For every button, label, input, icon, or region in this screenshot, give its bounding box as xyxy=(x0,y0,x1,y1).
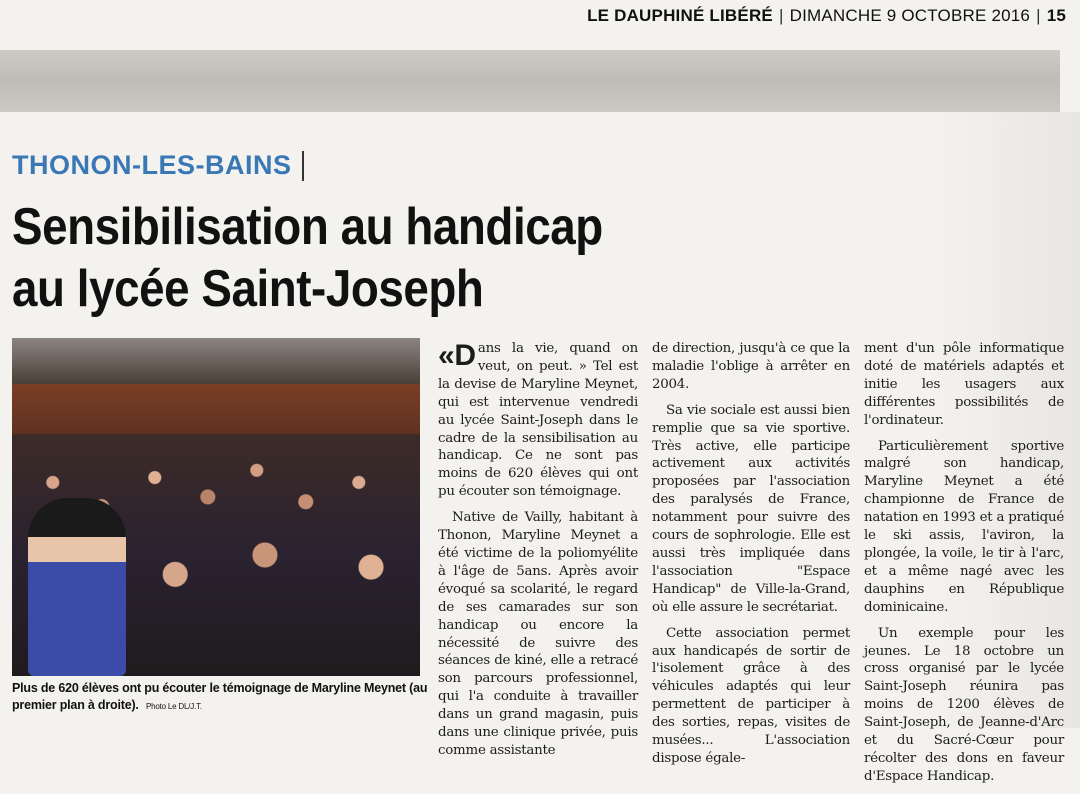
masthead-separator: | xyxy=(1036,6,1041,25)
section-divider xyxy=(302,151,304,181)
masthead-separator: | xyxy=(778,6,784,25)
article-column-1 xyxy=(438,340,638,768)
photo-caption xyxy=(12,680,432,715)
paragraph: de direction, jusqu'à ce que la maladie l'oblige à arrêter en 2004. xyxy=(652,341,850,392)
newspaper-name: LE DAUPHINÉ LIBÉRÉ xyxy=(587,6,773,25)
photo-credit: Photo Le DL/J.T. xyxy=(145,702,202,711)
drop-cap: «D xyxy=(438,339,476,372)
article-headline xyxy=(12,196,628,320)
page-number: 15 xyxy=(1046,6,1066,25)
headline-line-1: Sensibilisation au handicap xyxy=(12,198,603,256)
paragraph-text: ans la vie, quand on veut, on peut. » Tel est la devise de Maryline Meynet, qui est intervenue vendredi au lycée Saint-Joseph dans le cadre de la sensibilisation au handicap. Ce ne sont pas moins de 620 élèves qui ont pu écouter son témoignage. xyxy=(438,341,638,500)
article-photo xyxy=(12,338,420,676)
photo-speaker xyxy=(28,498,126,676)
photo-ceiling xyxy=(12,338,420,384)
section-label xyxy=(12,150,304,181)
headline-line-2: au lycée Saint-Joseph xyxy=(12,260,484,318)
header-band xyxy=(0,50,1060,112)
paragraph: ment d'un pôle informatique doté de matériels adaptés et initie les usagers aux différentes possibilités de l'ordinateur. xyxy=(864,341,1064,428)
article-column-2 xyxy=(652,340,850,776)
paragraph: Cette association permet aux handicapés de sortir de l'isolement grâce à des véhicules adaptés qui leur permettent de participer à des sorties, repas, visites de musées... L'association dispose égale- xyxy=(652,625,850,766)
caption-text: Plus de 620 élèves ont pu écouter le témoignage de Maryline Meynet (au premier plan à droite). xyxy=(12,681,428,712)
article-column-3 xyxy=(864,340,1064,794)
paragraph: Native de Vailly, habitant à Thonon, Maryline Meynet a été victime de la poliomyélite à l'âge de 5ans. Après avoir évoqué sa scolarité, le regard de ses camarades sur son handicap ou encore la nécessité de suivre des séances de kiné, elle a retracé son parcours professionnel, qui l'a conduite à travailler dans un grand magasin, puis dans une clinique privée, puis comme assistante xyxy=(438,510,638,758)
section-title: THONON-LES-BAINS xyxy=(12,150,292,180)
paragraph: Particulièrement sportive malgré son handicap, Maryline Meynet a été championne de France de natation en 1993 et a pratiqué le ski assis, l'aviron, la plongée, la voile, le tir à l'arc, et a même nagé avec les dauphins en République dominicaine. xyxy=(864,438,1064,615)
paragraph: Un exemple pour les jeunes. Le 18 octobre un cross organisé par le lycée Saint-Joseph réunira pas moins de 1200 élèves de Saint-Joseph, de Jeanne-d'Arc et du Sacré-Cœur pour récolter des dons en faveur d'Espace Handicap. xyxy=(864,625,1064,784)
masthead xyxy=(587,6,1066,26)
paragraph: Sa vie sociale est aussi bien remplie que sa vie sportive. Très active, elle participe activement aux activités proposées par l'association des paralysés de France, notamment pour suivre des cours de sophrologie. Elle est aussi très impliquée dans l'association "Espace Handicap" de Ville-la-Grand, où elle assure le secrétariat. xyxy=(652,402,850,615)
publication-date: DIMANCHE 9 OCTOBRE 2016 xyxy=(789,6,1031,25)
paragraph xyxy=(438,340,638,501)
